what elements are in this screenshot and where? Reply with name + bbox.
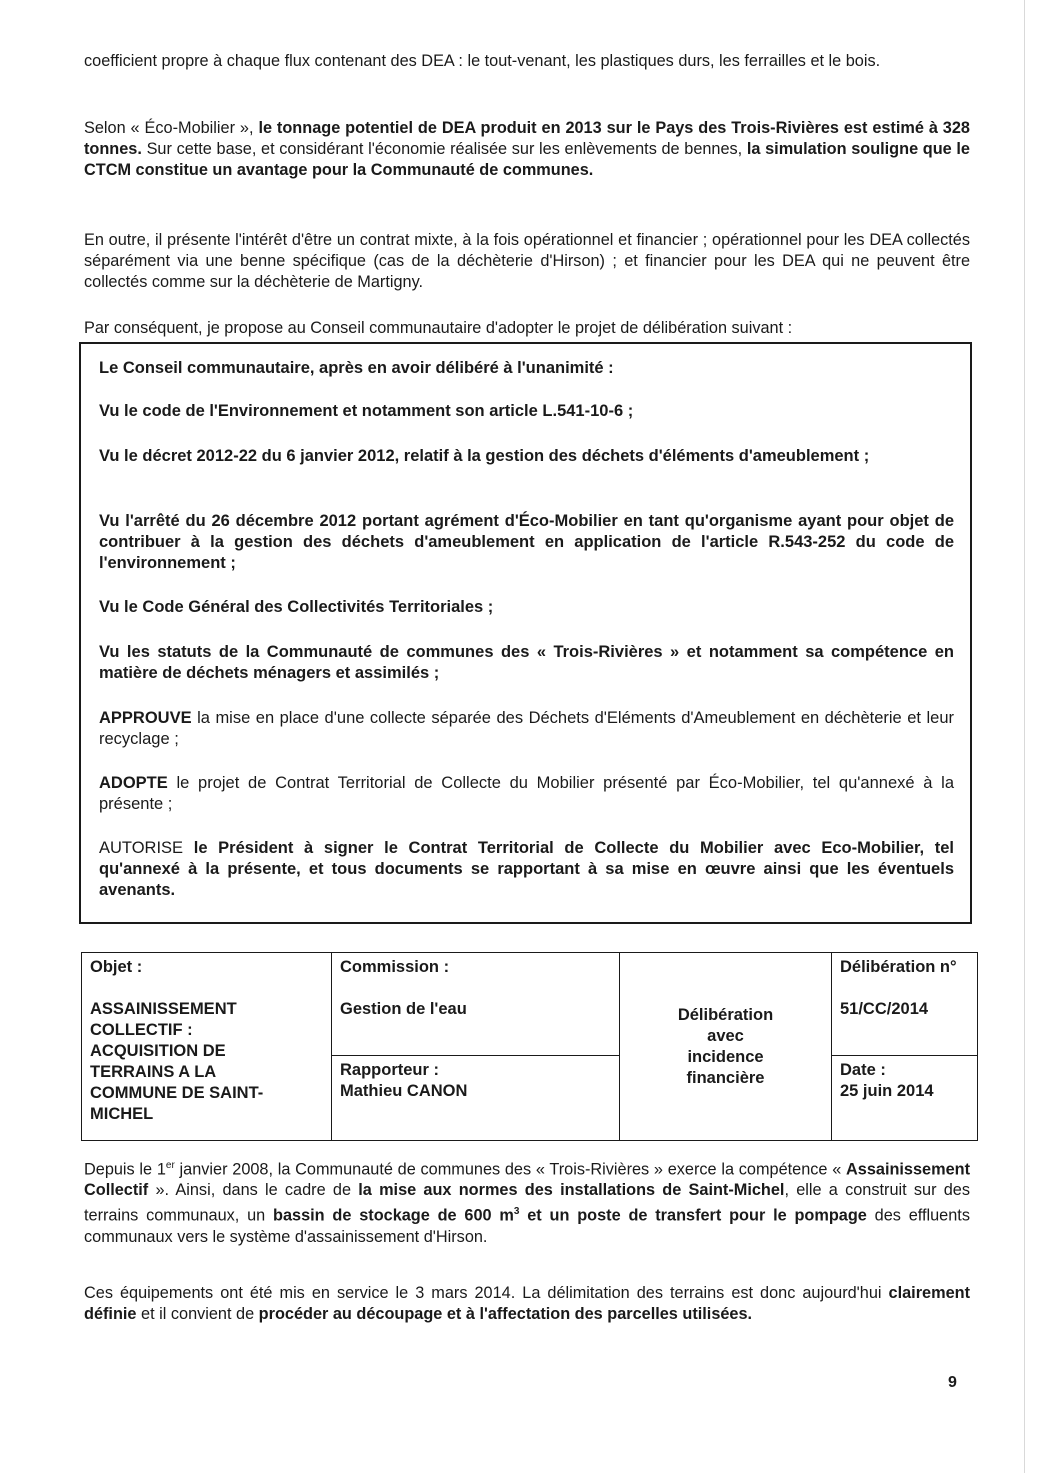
objet-line: MICHEL bbox=[90, 1105, 154, 1123]
deliberation-box bbox=[79, 342, 972, 924]
objet-line: COLLECTIF : bbox=[90, 1021, 193, 1039]
assain-text-3: Assainissement Collectif bbox=[84, 1160, 970, 1200]
approuve-clause bbox=[99, 708, 954, 750]
autorise-clause bbox=[99, 838, 954, 901]
paragraph-contrat-mixte bbox=[84, 230, 970, 293]
superscript-3: 3 bbox=[513, 1206, 520, 1218]
date-cell bbox=[832, 1056, 978, 1141]
contrat-mixte-text: En outre, il présente l'intérêt d'être un contrat mixte, à la fois opérationnel et financier ; opérationnel pour les DEA collectés séparément via une benne spécifique (cas de la déchèterie d'Hirson) ; et financier pour les DEA qui ne peuvent être collectés comme sur la déchèterie de Martigny. bbox=[84, 231, 970, 291]
deliberation-header-table bbox=[81, 952, 978, 1141]
equip-text-4: procéder au découpage et à l'affectation des parcelles utilisées. bbox=[258, 1305, 753, 1323]
equip-text-2: clairement définie bbox=[84, 1284, 970, 1323]
commission-label: Commission : bbox=[340, 958, 450, 976]
autorise-keyword: AUTORISE bbox=[99, 839, 184, 857]
incidence-line: Délibération bbox=[677, 1005, 774, 1024]
tonnage-text-2: le tonnage potentiel de DEA produit en 2013 sur le Pays des Trois-Rivières est estimé à 328 tonnes. bbox=[84, 119, 970, 158]
commission-value: Gestion de l'eau bbox=[340, 1000, 467, 1018]
vu-decret: Vu le décret 2012-22 du 6 janvier 2012, relatif à la gestion des déchets d'éléments d'ameublement ; bbox=[99, 447, 870, 465]
commission-cell bbox=[332, 953, 620, 1056]
assain-text-9: des effluents communaux vers le système d'assainissement d'Hirson. bbox=[84, 1206, 970, 1246]
assain-text-7: bassin de stockage de 600 m bbox=[273, 1206, 514, 1225]
incidence-line: financière bbox=[686, 1068, 765, 1087]
objet-line: ASSAINISSEMENT bbox=[90, 1000, 237, 1018]
delib-number-label: Délibération n° bbox=[840, 958, 957, 976]
equip-text-1: Ces équipements ont été mis en service le 3 mars 2014. La délimitation des terrains est donc aujourd'hui bbox=[84, 1284, 889, 1302]
paragraph-flux-text: coefficient propre à chaque flux contenant des DEA : le tout-venant, les plastiques durs, les ferrailles et le bois. bbox=[84, 52, 881, 70]
delib-number-value: 51/CC/2014 bbox=[840, 1000, 929, 1018]
paragraph-tonnage bbox=[84, 118, 970, 181]
adopte-keyword: ADOPTE bbox=[99, 774, 168, 792]
vu-code-environnement: Vu le code de l'Environnement et notamment son article L.541-10-6 ; bbox=[99, 402, 634, 420]
assain-text-6: , elle a construit sur des terrains communaux, un bbox=[84, 1181, 970, 1225]
objet-cell bbox=[82, 953, 332, 1141]
date-value: 25 juin 2014 bbox=[840, 1082, 934, 1100]
page-number: 9 bbox=[948, 1374, 957, 1391]
rapporteur-label: Rapporteur : bbox=[340, 1061, 439, 1079]
objet-line: COMMUNE DE SAINT- bbox=[90, 1084, 264, 1102]
tonnage-text-3: Sur cette base, et considérant l'économie réalisée sur les enlèvements de bennes, bbox=[141, 140, 747, 158]
date-label: Date : bbox=[840, 1061, 886, 1079]
rapporteur-value: Mathieu CANON bbox=[340, 1082, 468, 1100]
vu-cgct: Vu le Code Général des Collectivités Territoriales ; bbox=[99, 598, 494, 616]
rapporteur-cell bbox=[332, 1056, 620, 1141]
assain-text-4: ». Ainsi, dans le cadre de bbox=[148, 1181, 359, 1200]
deliberation-intro: Le Conseil communautaire, après en avoir délibéré à l'unanimité : bbox=[99, 359, 614, 377]
objet-label: Objet : bbox=[90, 958, 143, 976]
equip-text-3: et il convient de bbox=[136, 1305, 259, 1323]
objet-line: TERRAINS A LA bbox=[90, 1063, 217, 1081]
vu-statuts: Vu les statuts de la Communauté de communes des « Trois-Rivières » et notamment sa compétence en matière de déchets ménagers et assimilés ; bbox=[99, 643, 954, 682]
vu-arrete: Vu l'arrêté du 26 décembre 2012 portant agrément d'Éco-Mobilier en tant qu'organisme ayant pour objet de contribuer à la gestion des déchets d'ameublement en application de l'article R.543-252 du code de l'environnement ; bbox=[99, 512, 954, 572]
paragraph-flux bbox=[84, 51, 970, 72]
assain-text-8: et un poste de transfert pour le pompage bbox=[519, 1206, 867, 1225]
assain-text-1: Depuis le 1 bbox=[84, 1160, 166, 1179]
adopte-clause bbox=[99, 773, 954, 815]
incidence-line: avec bbox=[707, 1026, 744, 1045]
tonnage-text-4: la simulation souligne que le CTCM constitue un avantage pour la Communauté de communes. bbox=[84, 140, 970, 179]
adopte-text: le projet de Contrat Territorial de Collecte du Mobilier présenté par Éco-Mobilier, tel qu'annexé à la présente ; bbox=[99, 774, 954, 813]
paragraph-equipements bbox=[84, 1283, 970, 1325]
proposition-text: Par conséquent, je propose au Conseil communautaire d'adopter le projet de délibération suivant : bbox=[84, 319, 793, 337]
incidence-cell bbox=[620, 953, 832, 1141]
autorise-text: le Président à signer le Contrat Territorial de Collecte du Mobilier avec Eco-Mobilier, tel qu'annexé à la présente, et tous documents se rapportant à sa mise en œuvre ainsi que les éventuels avenants. bbox=[99, 839, 954, 899]
approuve-text: la mise en place d'une collecte séparée des Déchets d'Eléments d'Ameublement en déchèterie et leur recyclage ; bbox=[99, 709, 954, 748]
paragraph-proposition bbox=[84, 318, 970, 339]
paragraph-assainissement bbox=[84, 1155, 970, 1248]
assain-text-5: la mise aux normes des installations de Saint-Michel bbox=[358, 1181, 785, 1200]
tonnage-text-1: Selon « Éco-Mobilier », bbox=[84, 119, 259, 137]
assain-text-2: janvier 2008, la Communauté de communes des « Trois-Rivières » exerce la compétence « bbox=[174, 1160, 847, 1179]
incidence-line: incidence bbox=[687, 1047, 764, 1066]
approuve-keyword: APPROUVE bbox=[99, 709, 192, 727]
objet-line: ACQUISITION DE bbox=[90, 1042, 226, 1060]
superscript-er: er bbox=[165, 1160, 175, 1171]
page-edge bbox=[1024, 0, 1025, 1473]
delib-number-cell bbox=[832, 953, 978, 1056]
